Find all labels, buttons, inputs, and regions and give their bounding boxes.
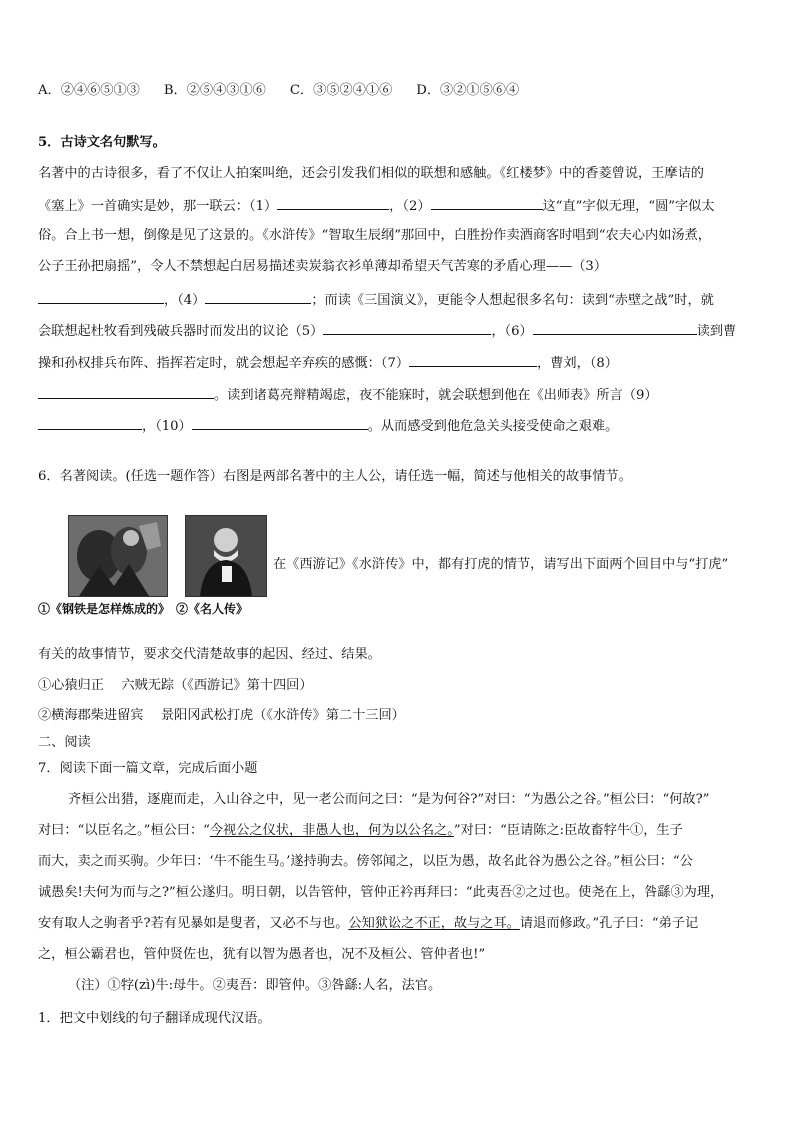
q5-line-8	[38, 385, 758, 405]
blank-5[interactable]	[323, 321, 491, 335]
passage-line-5	[38, 915, 758, 933]
blank-2[interactable]	[431, 196, 543, 210]
q5-line-2	[38, 196, 758, 216]
q6-item-2: ②横海郡柴进留宾 景阳冈武松打虎（《水浒传》第二十三回）	[38, 708, 405, 723]
q6-title: 6．名著阅读。(任选一题作答）右图是两部名著中的主人公，请任选一幅，简述与他相关的故事情节。	[38, 469, 632, 484]
option-d: D．③②①⑤⑥④	[416, 83, 520, 98]
q5-line-9-a: ，（10）	[142, 419, 192, 434]
q5-line-6-c: 读到曹	[696, 324, 737, 339]
photo-steel	[68, 515, 168, 597]
passage-line-6: 之，桓公霸君也，管仲贤佐也，犹有以智为愚者也，况不及桓公、管仲者也!”	[38, 947, 486, 962]
q5-line-2-a: 《塞上》一首确实是妙，那一联云：（1）	[38, 199, 278, 214]
q5-line-7-b: ，曹刘，（8）	[537, 356, 618, 371]
passage-line-3: 而大，卖之而买驹。少年曰：‘牛不能生马。’遂持驹去。傍邻闻之，以臣为愚，故名此谷为愚公之谷。”桓公曰：“公	[38, 854, 693, 869]
passage-note: （注）①牸(zì)牛:母牛。②夷吾：即管仲。③咎繇:人名，法官。	[68, 978, 442, 993]
q5-line-4: 公子王孙把扇摇”，令人不禁想起白居易描述卖炭翁衣衫单薄却希望天气苦寒的矛盾心理——（3）	[38, 259, 608, 274]
underlined-sentence-2: 公知狱讼之不正，故与之耳。	[348, 916, 520, 931]
section-2-heading: 二、阅读	[38, 735, 91, 750]
q6-item-1: ①心猿归正 六贼无踪（《西游记》第十四回）	[38, 678, 313, 693]
passage-line-2-b: ”对曰：“臣请陈之:臣故畜牸牛①，生子	[453, 823, 683, 838]
q5-line-5-b: ；而读《三国演义》，更能令人想起很多名句：读到“赤壁之战”时，就	[311, 293, 714, 308]
passage-line-5-b: 请退而修政。”孔子曰：“弟子记	[519, 916, 699, 931]
q5-line-3: 俗。合上书一想，倒像是见了这景的。《水浒传》“智取生辰纲”那回中，白胜扮作卖酒商客时唱到“农夫心内如汤煮，	[38, 228, 711, 243]
q5-line-7	[38, 353, 758, 373]
option-c: C．③⑤②④①⑥	[289, 83, 393, 98]
passage-line-2	[38, 822, 758, 840]
option-a: A．②④⑥⑤①③	[38, 83, 140, 98]
q5-line-2-c: 这“直”字似无理，“圆”字似太	[542, 199, 715, 214]
blank-3[interactable]	[38, 290, 164, 304]
caption-biography: ②《名人传》	[176, 602, 249, 616]
q5-line-7-a: 操和孙权排兵布阵、指挥若定时，就会想起辛弃疾的感慨：（7）	[38, 356, 410, 371]
q7-title: 7．阅读下面一篇文章，完成后面小题	[38, 761, 258, 776]
q5-line-6-a: 会联想起杜牧看到残破兵器时而发出的议论（5）	[38, 324, 324, 339]
q6-line-2: 有关的故事情节，要求交代清楚故事的起因、经过、结果。	[38, 647, 381, 662]
q5-line-6-b: ，（6）	[491, 324, 533, 339]
photo-biography	[185, 515, 267, 597]
options-line	[38, 82, 758, 100]
blank-8[interactable]	[38, 385, 214, 399]
q5-line-5-a: ，（4）	[164, 293, 206, 308]
passage-line-2-a: 对曰：“以臣名之。”桓公曰：“	[38, 823, 210, 838]
q5-line-6	[38, 321, 758, 341]
passage-line-4: 诚愚矣!夫何为而与之?”桓公遂归。明日朝，以告管仲，管仲正衿再拜曰：“此夷吾②之过也。使尧在上，咎繇③为理，	[38, 885, 724, 900]
caption-steel: ①《钢铁是怎样炼成的》	[38, 602, 171, 616]
passage-line-1: 齐桓公出猎，逐鹿而走，入山谷之中，见一老公而问之曰：“是为何谷?”对曰：“为愚公之谷。”桓公曰：“何故?”	[68, 792, 710, 807]
q5-line-1: 名著中的古诗很多，看了不仅让人拍案叫绝，还会引发我们相似的联想和感触。《红楼梦》中的香菱曾说，王摩诘的	[38, 166, 704, 181]
option-b: B．②⑤④③①⑥	[163, 83, 266, 98]
q5-title: 5．古诗文名句默写。	[38, 135, 166, 150]
blank-1[interactable]	[277, 196, 389, 210]
blank-9[interactable]	[38, 416, 142, 430]
q5-line-5	[38, 290, 758, 310]
blank-4[interactable]	[205, 290, 311, 304]
q5-line-9	[38, 416, 758, 436]
blank-7[interactable]	[409, 353, 537, 367]
underlined-sentence-1: 今视公之仪状，非愚人也，何为以公名之。	[209, 823, 454, 838]
q6-side-text: 在《西游记》《水浒传》中，都有打虎的情节，请写出下面两个回目中与“打虎”	[273, 557, 729, 572]
q5-line-2-b: ，（2）	[389, 199, 431, 214]
q5-line-9-b: 。从而感受到他危急关头接受使命之艰难。	[367, 419, 619, 434]
q5-line-8-a: 。读到诸葛亮辩精竭虑，夜不能寐时，就会联想到他在《出师表》所言（9）	[214, 388, 658, 403]
sub-question-1: 1．把文中划线的句子翻译成现代汉语。	[38, 1011, 271, 1026]
blank-6[interactable]	[533, 321, 697, 335]
blank-10[interactable]	[192, 416, 368, 430]
passage-line-5-a: 安有取人之驹者乎?若有见暴如是叟者，又必不与也。	[38, 916, 349, 931]
